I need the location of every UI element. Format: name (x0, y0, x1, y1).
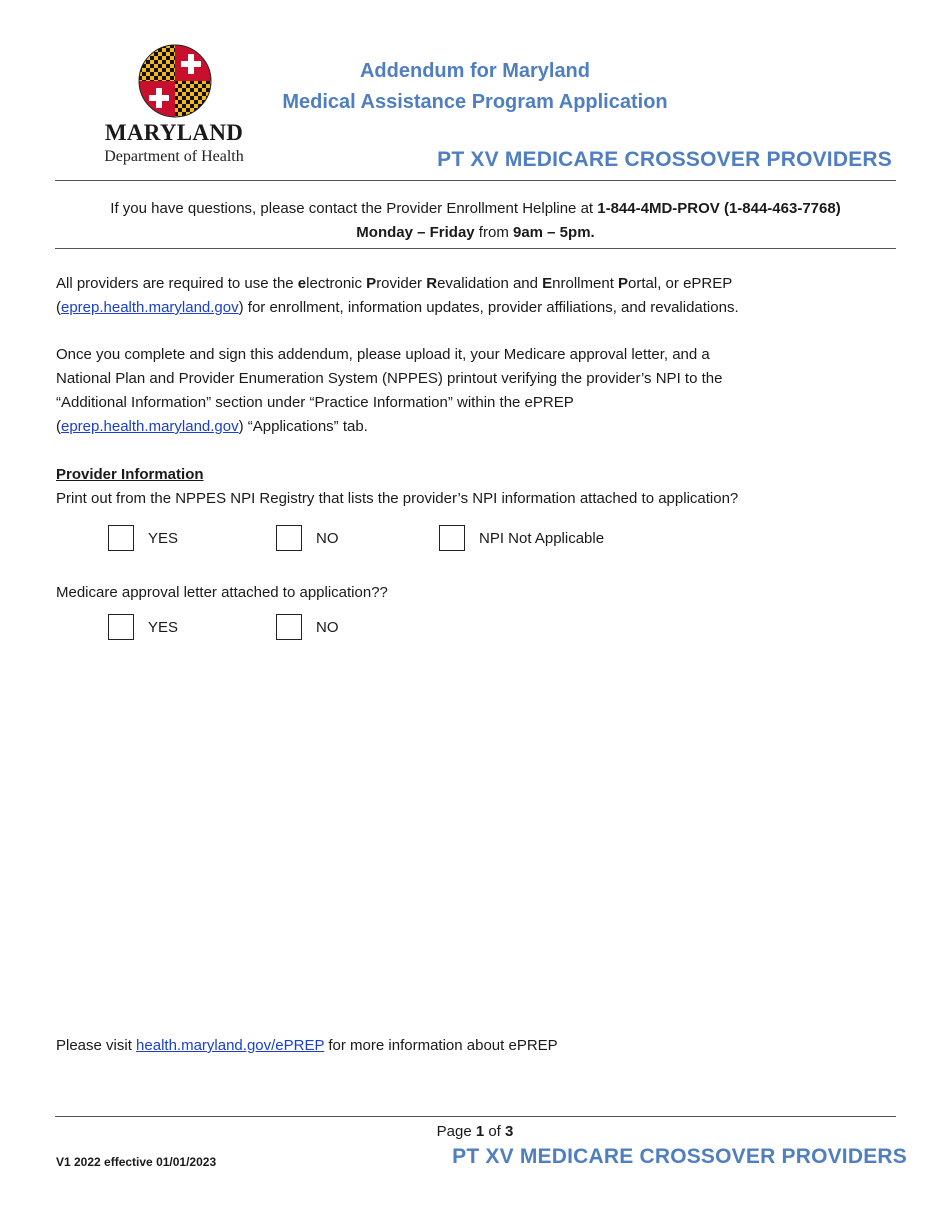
para1-text: lectronic (306, 275, 367, 292)
page-current: 1 (475, 1123, 485, 1140)
npi-printout-question: Print out from the NPPES NPI Registry that lists the provider’s NPI information attached to application? (56, 490, 739, 507)
document-title (240, 56, 710, 118)
page-number (0, 1120, 950, 1144)
visit-pre: Please visit (56, 1037, 137, 1054)
para1-text: ( (56, 299, 61, 316)
page-word: Page (436, 1123, 476, 1140)
page-total: 3 (505, 1123, 514, 1140)
para1-line-2 (56, 296, 906, 320)
header-divider (55, 180, 896, 181)
para1-text: ) for enrollment, information updates, provider affiliations, and revalidations. (238, 299, 739, 316)
provider-info-heading: Provider Information (56, 466, 204, 483)
para1-text: All providers are required to use the (56, 275, 298, 292)
para1-bold-letter: P (366, 275, 377, 292)
eprep-link[interactable]: eprep.health.maryland.gov (61, 418, 239, 435)
logo-dept: Department of Health (104, 148, 244, 165)
footer-section-heading: PT XV MEDICARE CROSSOVER PROVIDERS (452, 1145, 907, 1168)
npi-no-checkbox[interactable] (276, 525, 302, 551)
para1-line-1 (56, 272, 906, 296)
helpline-hours: 9am – 5pm. (512, 224, 595, 241)
logo-name: MARYLAND (104, 120, 244, 145)
para1-text: ortal, or ePREP (628, 275, 733, 292)
npi-not-applicable-label: NPI Not Applicable (479, 530, 605, 547)
para1-text: nrollment (552, 275, 619, 292)
visit-post: for more information about ePREP (324, 1037, 558, 1054)
helpline-from: from (474, 224, 513, 241)
npi-yes-label: YES (148, 530, 179, 547)
para2-line-4 (56, 415, 906, 439)
medicare-letter-question: Medicare approval letter attached to application?? (56, 584, 388, 601)
maryland-logo (88, 40, 260, 170)
para1-bold-letter: E (542, 275, 553, 292)
helpline-days: Monday – Friday (356, 224, 475, 241)
para2-line-3: “Additional Information” section under “Practice Information” within the ePREP (56, 394, 574, 411)
page-of-word: of (484, 1123, 506, 1140)
helpline-phone: 1-844-4MD-PROV (1-844-463-7768) (597, 200, 841, 217)
para2-line-1: Once you complete and sign this addendum, please upload it, your Medicare approval letter, and a (56, 346, 710, 363)
section-heading: PT XV MEDICARE CROSSOVER PROVIDERS (437, 148, 892, 171)
npi-no-label: NO (316, 530, 339, 547)
para2-line-2: National Plan and Provider Enumeration System (NPPES) printout verifying the provider’s NPI to the (56, 370, 723, 387)
eprep-link[interactable]: eprep.health.maryland.gov (61, 299, 239, 316)
title-line-2: Medical Assistance Program Application (282, 91, 668, 113)
para1-bold-letter: e (297, 275, 307, 292)
para1-bold-letter: P (618, 275, 629, 292)
medicare-no-label: NO (316, 619, 339, 636)
version-label: V1 2022 effective 01/01/2023 (56, 1155, 217, 1169)
eprep-requirement-paragraph (56, 272, 906, 320)
upload-instructions-paragraph (56, 343, 906, 439)
title-line-1: Addendum for Maryland (359, 60, 590, 82)
contact-line-2 (55, 221, 896, 245)
para1-bold-letter: R (426, 275, 438, 292)
npi-not-applicable-checkbox[interactable] (439, 525, 465, 551)
para1-text: evalidation and (437, 275, 543, 292)
contact-info (55, 197, 896, 245)
eprep-info-link[interactable]: health.maryland.gov/ePREP (136, 1037, 325, 1054)
para1-text: rovider (376, 275, 427, 292)
npi-yes-checkbox[interactable] (108, 525, 134, 551)
visit-info-line (56, 1034, 558, 1058)
footer-divider (55, 1116, 896, 1117)
medicare-yes-checkbox[interactable] (108, 614, 134, 640)
para2-text: ( (56, 418, 61, 435)
contact-line-1 (55, 197, 896, 221)
contact-intro: If you have questions, please contact the Provider Enrollment Helpline at (110, 200, 598, 217)
medicare-yes-label: YES (148, 619, 179, 636)
maryland-flag-seal-icon (138, 44, 212, 118)
medicare-no-checkbox[interactable] (276, 614, 302, 640)
para2-text: ) “Applications” tab. (238, 418, 368, 435)
contact-divider (55, 248, 896, 249)
